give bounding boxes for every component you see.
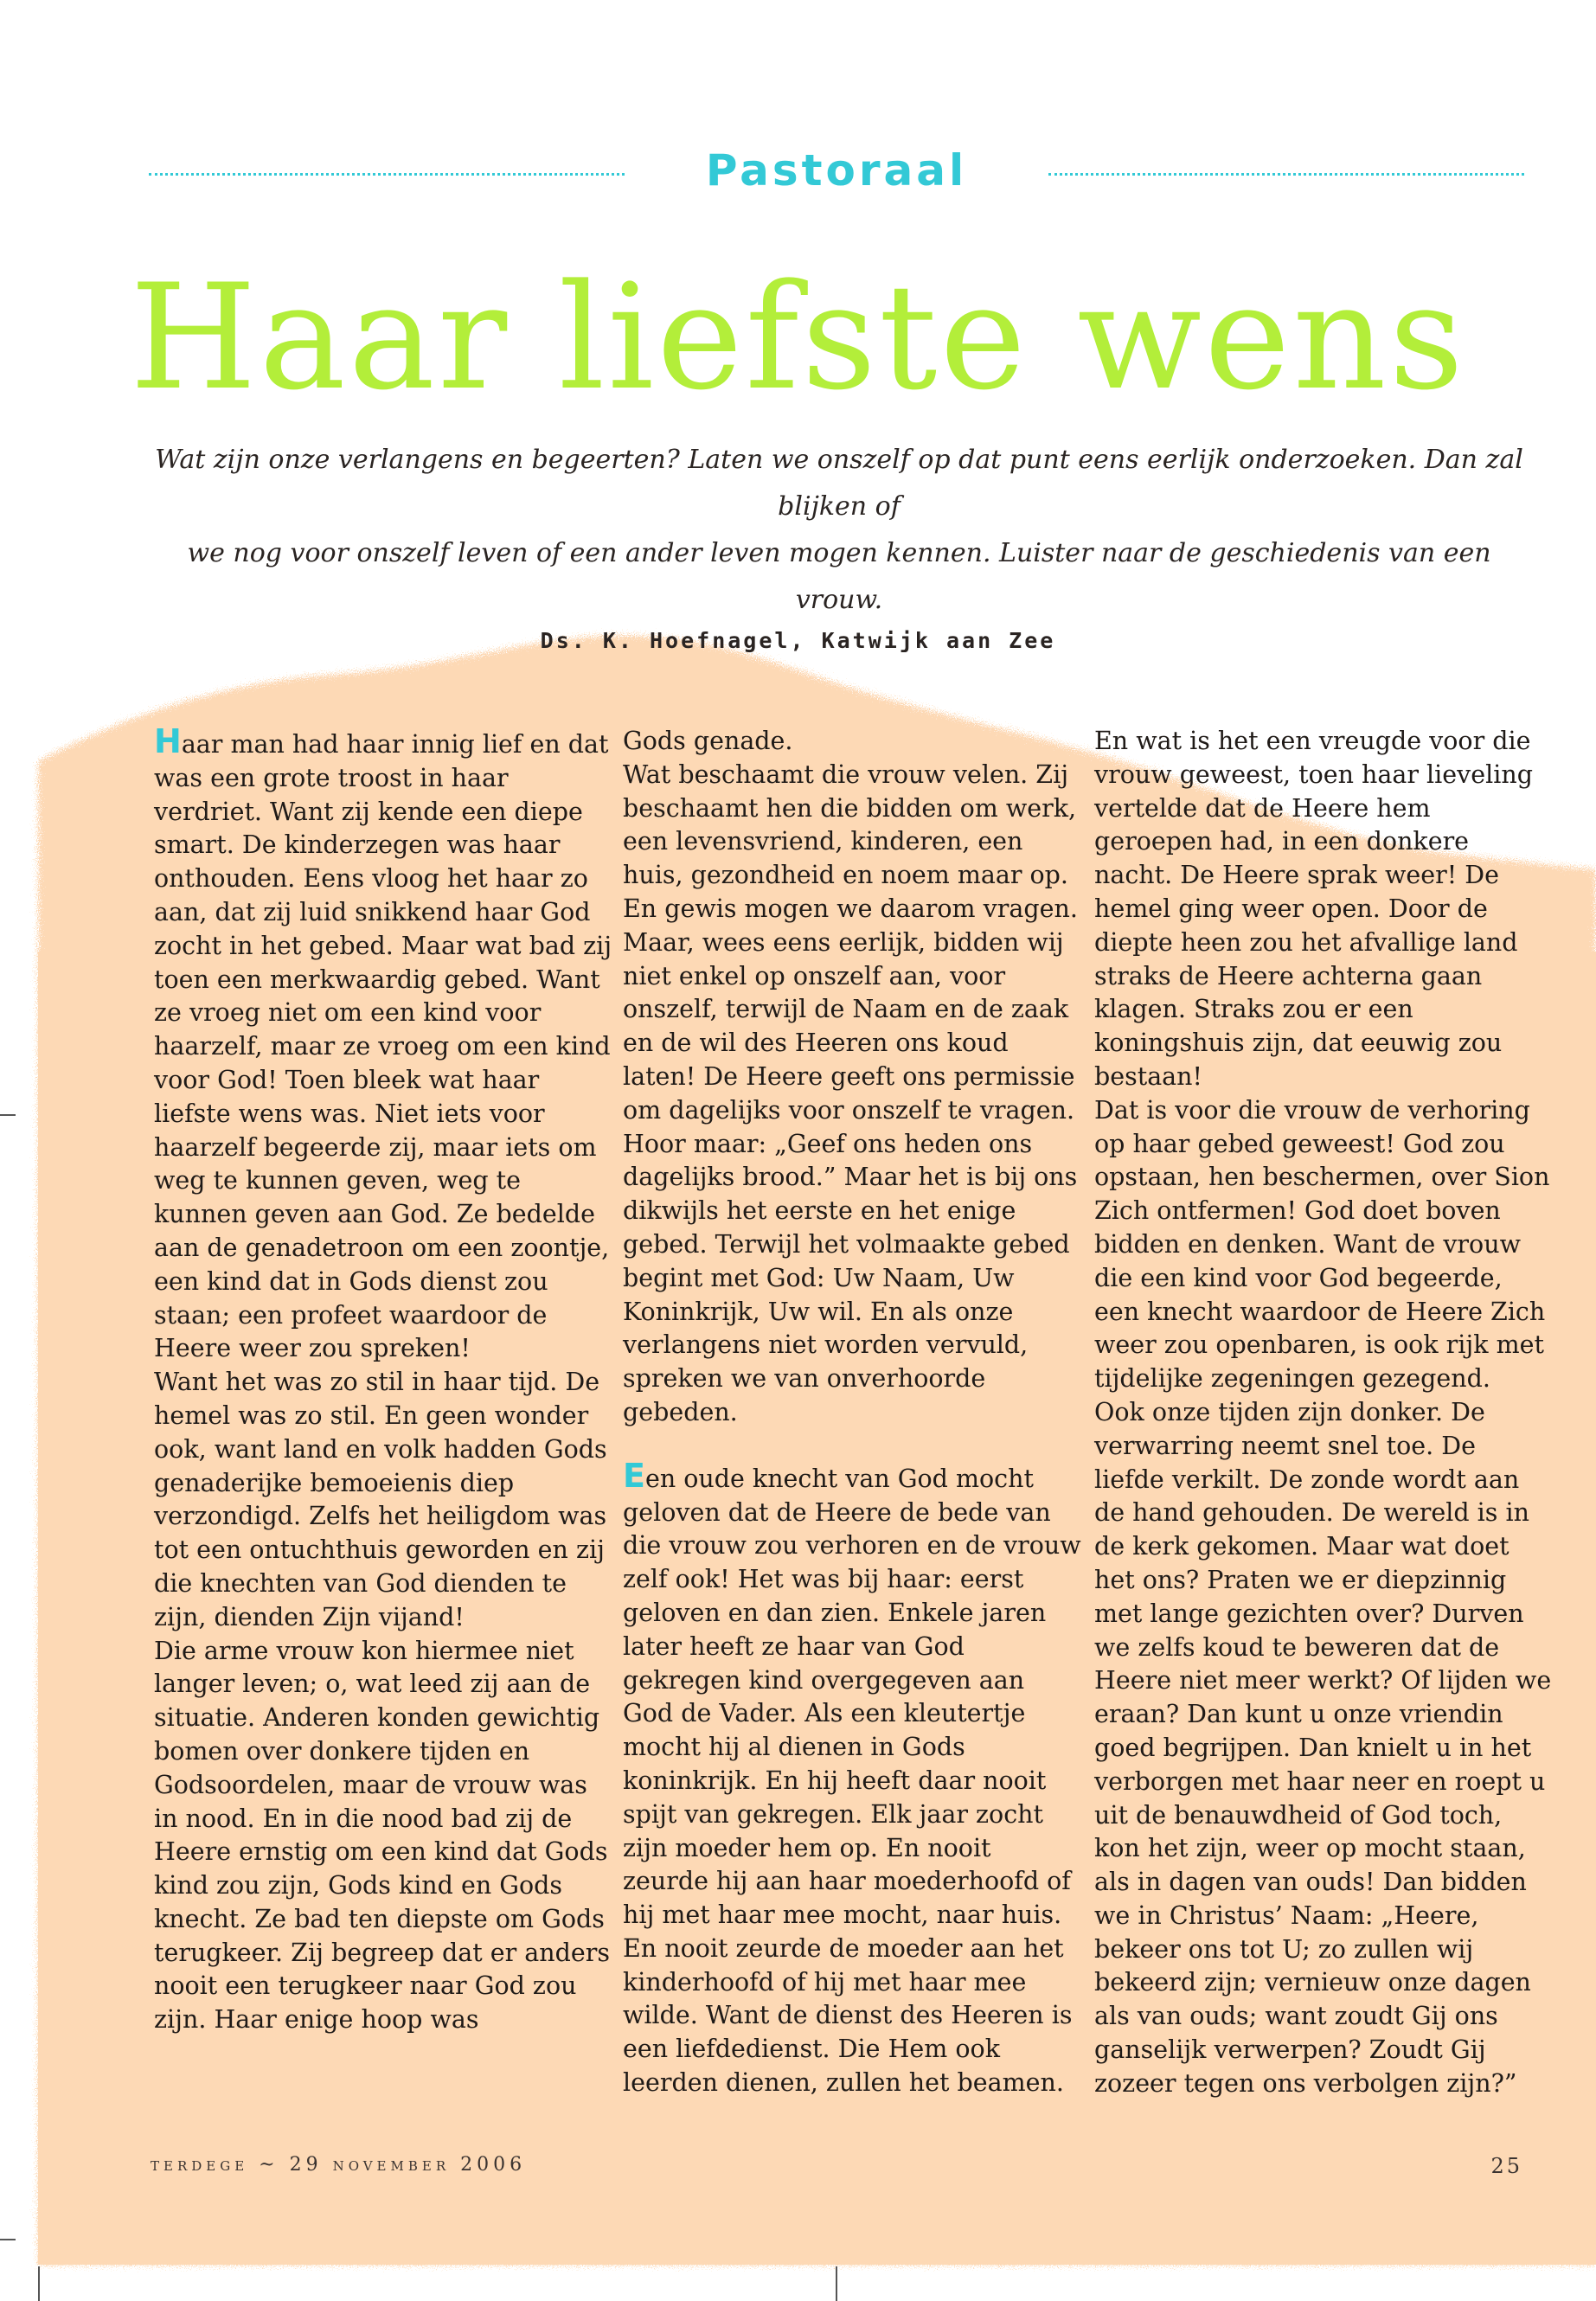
dropcap: E bbox=[623, 1456, 645, 1495]
intro-line-1: Wat zijn onze verlangens en begeerten? Laten we onszelf op dat punt eens eerlijk onderzoeken. Dan zal blijken of bbox=[155, 445, 1523, 522]
page-number: 25 bbox=[1490, 2154, 1522, 2178]
paragraph-gap bbox=[623, 1430, 1081, 1459]
paragraph: En wat is het een vreugde voor die vrouw geweest, toen haar lieveling vertelde dat de Heere hem geroepen had, in een donkere nacht. De Heere sprak weer! De hemel ging weer open. Door de diepte heen zou het afvallige land straks de Heere achterna gaan klagen. Straks zou er een koningshuis zijn, dat eeuwig zou bestaan! bbox=[1094, 727, 1533, 1091]
paragraph: Gods genade. bbox=[623, 727, 793, 755]
paragraph: Ook onze tijden zijn donker. De verwarring neemt snel toe. De liefde verkilt. De zonde wordt aan de hand gehouden. De wereld is in de kerk gekomen. Maar wat doet het ons? Praten we er diepzinnig met lange gezichten over? Durven we zelfs koud te beweren dat de Heere niet meer werkt? Of lijden we eraan? Dan kunt u onze vriendin goed begrijpen. Dan knielt u in het verborgen met haar neer en roept u uit de benauwdheid of God toch, kon het zijn, weer op mocht staan, als in dagen van ouds! Dan bidden we in Christus’ Naam: „Heere, bekeer ons tot U; zo zullen wij bekeerd zijn; vernieuw onze dagen als van ouds; want zoudt Gij ons ganselijk verwerpen? Zoudt Gij zozeer tegen ons verbolgen zijn?” bbox=[1094, 1397, 1552, 2098]
paragraph: Want het was zo stil in haar tijd. De hemel was zo stil. En geen wonder ook, want land en volk hadden Gods genaderijke bemoeienis diep verzondigd. Zelfs het heiligdom was tot een ontuchthuis geworden en zij die knechten van God dienden te zijn, dienden Zijn vijand! bbox=[154, 1368, 607, 1631]
section-label: Pastoraal bbox=[705, 145, 968, 195]
crop-mark-bottom-mid bbox=[836, 2266, 837, 2301]
dotted-rule-right bbox=[1048, 173, 1524, 176]
crop-mark-left bbox=[0, 1114, 16, 1116]
crop-mark-left-bottom bbox=[0, 2239, 16, 2240]
author-byline: Ds. K. Hoefnagel, Katwijk aan Zee bbox=[540, 628, 1056, 653]
section-header bbox=[0, 145, 1596, 206]
publication-footer: terdege ~ 29 november 2006 bbox=[151, 2154, 527, 2176]
text-column-3 bbox=[1094, 725, 1553, 2101]
paragraph bbox=[154, 722, 612, 1366]
paragraph: Wat beschaamt die vrouw velen. Zij beschaamt hen die bidden om werk, een levensvriend, kinderen, een huis, gezondheid en noem maar op. En gewis mogen we daarom vragen. Maar, wees eens eerlijk, bidden wij niet enkel op onszelf aan, voor onszelf, terwijl de Naam en de zaak en de wil des Heeren ons koud laten! De Heere geeft ons permissie om dagelijks voor onszelf te vragen. Hoor maar: „Geef ons heden ons dagelijks brood.” Maar het is bij ons dikwijls het eerste en het enige gebed. Terwijl het volmaakte gebed begint met God: Uw Naam, Uw Koninkrijk, Uw wil. En als onze verlangens niet worden vervuld, spreken we van onverhoorde gebeden. bbox=[623, 760, 1078, 1426]
text-column-1 bbox=[154, 722, 612, 2037]
crop-mark-bottom-left bbox=[38, 2266, 40, 2301]
paragraph bbox=[623, 1456, 1081, 2100]
paragraph-text: aar man had haar innig lief en dat was een grote troost in haar verdriet. Want zij kende een diepe smart. De kinderzegen was haar onthouden. Eens vloog het haar zo aan, dat zij luid snikkend haar God zocht in het gebed. Maar wat bad zij toen een merkwaardig gebed. Want ze vroeg niet om een kind voor haarzelf, maar ze vroeg om een kind voor God! Toen bleek wat haar liefste wens was. Niet iets voor haarzelf begeerde zij, maar iets om weg te kunnen geven, weg te kunnen geven aan God. Ze bedelde aan de genadetroon om een zoontje, een kind dat in Gods dienst zou staan; een profeet waardoor de Heere weer zou spreken! bbox=[154, 730, 612, 1363]
text-column-2 bbox=[623, 725, 1081, 2100]
dotted-rule-left bbox=[149, 173, 625, 176]
paragraph: Die arme vrouw kon hiermee niet langer leven; o, wat leed zij aan de situatie. Anderen konden gewichtig bomen over donkere tijden en Godsoordelen, maar de vrouw was in nood. En in die nood bad zij de Heere ernstig om een kind dat Gods kind zou zijn, Gods kind en Gods knecht. Ze bad ten diepste om Gods terugkeer. Zij begreep dat er anders nooit een terugkeer naar God zou zijn. Haar enige hoop was bbox=[154, 1636, 610, 2035]
dropcap: H bbox=[154, 722, 182, 760]
intro-line-2: we nog voor onszelf leven of een ander leven mogen kennen. Luister naar de geschiedenis van een vrouw. bbox=[187, 538, 1491, 615]
paragraph: Dat is voor die vrouw de verhoring op haar gebed geweest! God zou opstaan, hen beschermen, over Sion Zich ontfermen! God doet boven bidden en denken. Want de vrouw die een kind voor God begeerde, een knecht waardoor de Heere Zich weer zou openbaren, is ook rijk met tijdelijke zegeningen gezegend. bbox=[1094, 1095, 1550, 1394]
article-intro bbox=[147, 437, 1531, 624]
article-title: Haar liefste wens bbox=[130, 253, 1466, 422]
paragraph-text: en oude knecht van God mocht geloven dat de Heere de bede van die vrouw zou verhoren en de vrouw zelf ook! Het was bij haar: eerst geloven en dan zien. Enkele jaren later heeft ze haar van God gekregen kind overgegeven aan God de Vader. Als een kleutertje mocht hij al dienen in Gods koninkrijk. En hij heeft daar nooit spijt van gekregen. Elk jaar zocht zijn moeder hem op. En nooit zeurde hij aan haar moederhoofd of hij met haar mee mocht, naar huis. En nooit zeurde de moeder aan het kinderhoofd of hij met haar mee wilde. Want de dienst des Heeren is een liefdedienst. Die Hem ook leerden dienen, zullen het beamen. bbox=[623, 1464, 1081, 2098]
